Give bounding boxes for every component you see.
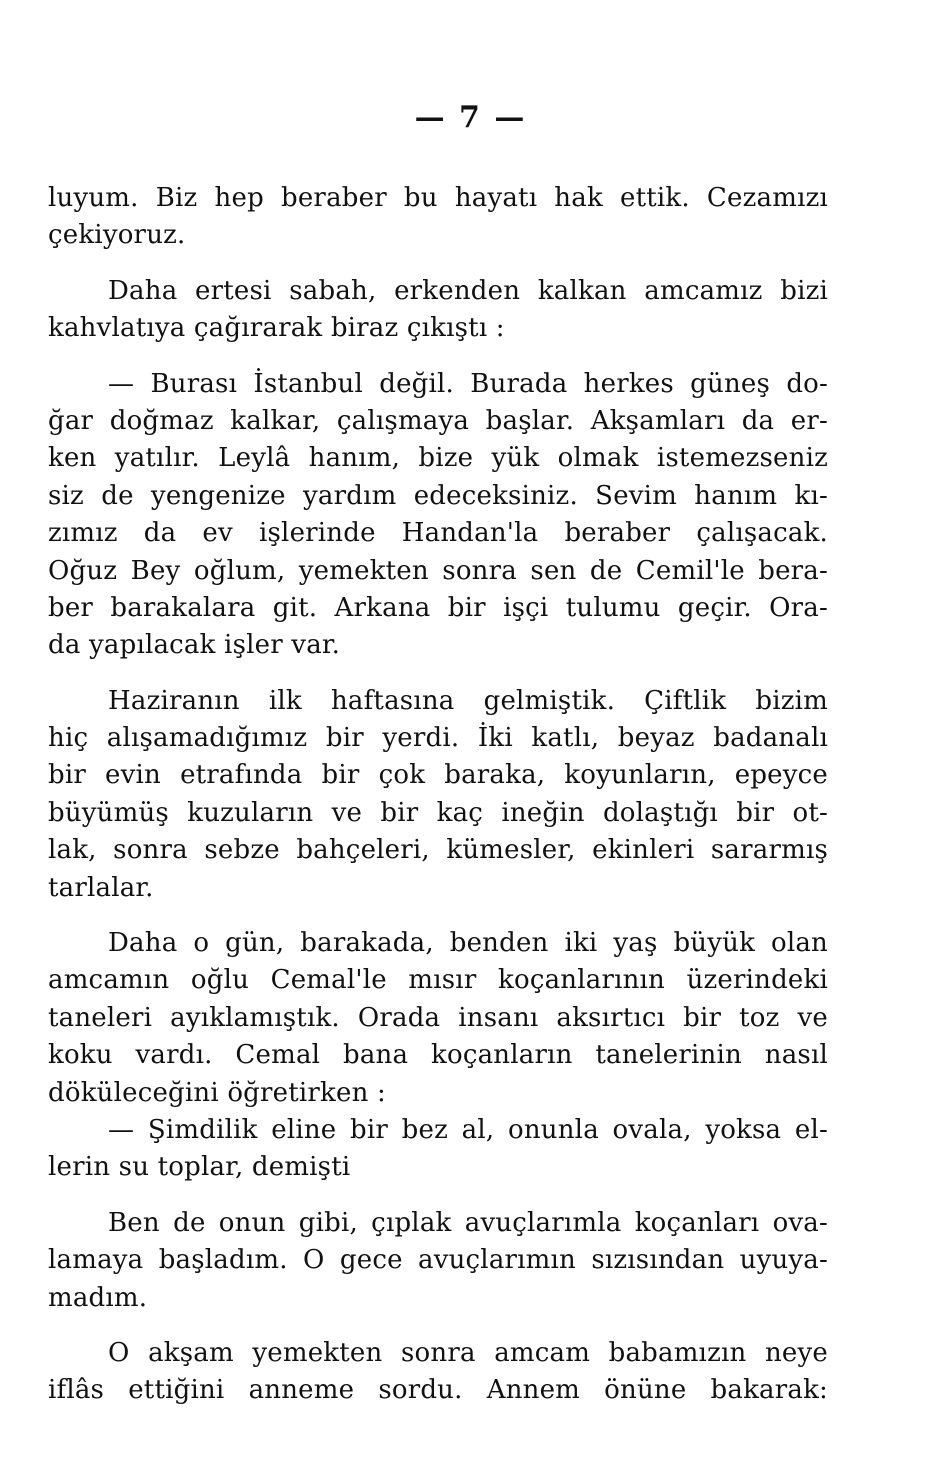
text-line: luyum. Biz hep beraber bu hayatı hak ettik. Cezamızı [48,183,828,213]
text-line: — Şimdilik eline bir bez al, onunla ovala, yoksa el- [108,1114,828,1145]
text-line: ğar doğmaz kalkar, çalışmaya başlar. Akşamları da er- [48,405,828,436]
paragraph [48,180,828,255]
text-line: O akşam yemekten sonra amcam babamızın neye [108,1337,828,1368]
text-line: büyümüş kuzuların ve bir kaç ineğin dolaştığı bir ot- [48,797,828,828]
text-line: kahvlatıya çağırarak biraz çıkıştı : [48,313,505,344]
paragraph [48,273,828,348]
text-line: ken yatılır. Leylâ hanım, bize yük olmak istemezseniz [48,443,828,474]
paragraph [48,366,828,665]
text-line: koku vardı. Cemal bana koçanların tanelerinin nasıl [48,1040,828,1071]
text-line: da yapılacak işler var. [48,630,341,661]
text-line: lak, sonra sebze bahçeleri, kümesler, ekinleri sararmış [48,835,828,866]
text-line: Haziranın ilk haftasına gelmiştik. Çiftlik bizim [108,685,828,716]
paragraph [48,1335,828,1410]
text-line: lamaya başladım. O gece avuçlarımın sızısından uyuya- [48,1245,828,1276]
text-line: taneleri ayıklamıştık. Orada insanı aksırtıcı bir toz ve [48,1002,828,1033]
page-number: — 7 — [414,100,527,135]
text-line: Oğuz Bey oğlum, yemekten sonra sen de Cemil'le bera- [48,555,828,586]
text-line: çekiyoruz. [48,220,186,251]
text-line: Ben de onun gibi, çıplak avuçlarımla koçanları ova- [108,1207,828,1238]
text-line: ber barakalara git. Arkana bir işçi tulumu geçir. Ora- [48,592,828,623]
text-body [48,180,828,1410]
text-line: lerin su toplar, demişti [48,1152,351,1183]
text-line: iflâs ettiğini anneme sordu. Annem önüne bakarak: [48,1375,828,1406]
text-line: bir evin etrafında bir çok baraka, koyunların, epeyce [48,760,828,791]
text-line: madım. [48,1282,148,1313]
paragraph [48,925,828,1112]
text-line: döküleceğini öğretirken : [48,1077,386,1108]
text-line: — Burası İstanbul değil. Burada herkes güneş do- [108,368,828,399]
text-line: hiç alışamadığımız bir yerdi. İki katlı, beyaz badanalı [48,723,828,754]
text-line: Daha ertesi sabah, erkenden kalkan amcamız bizi [108,275,828,306]
text-line: Daha o gün, barakada, benden iki yaş büyük olan [108,928,828,959]
text-line: amcamın oğlu Cemal'le mısır koçanlarının üzerindeki [48,965,828,996]
paragraph [48,1112,828,1187]
text-line: siz de yengenize yardım edeceksiniz. Sevim hanım kı- [48,480,828,511]
paragraph [48,1205,828,1317]
text-line: tarlalar. [48,872,154,903]
paragraph [48,683,828,907]
text-line: zımız da ev işlerinde Handan'la beraber çalışacak. [48,518,828,549]
